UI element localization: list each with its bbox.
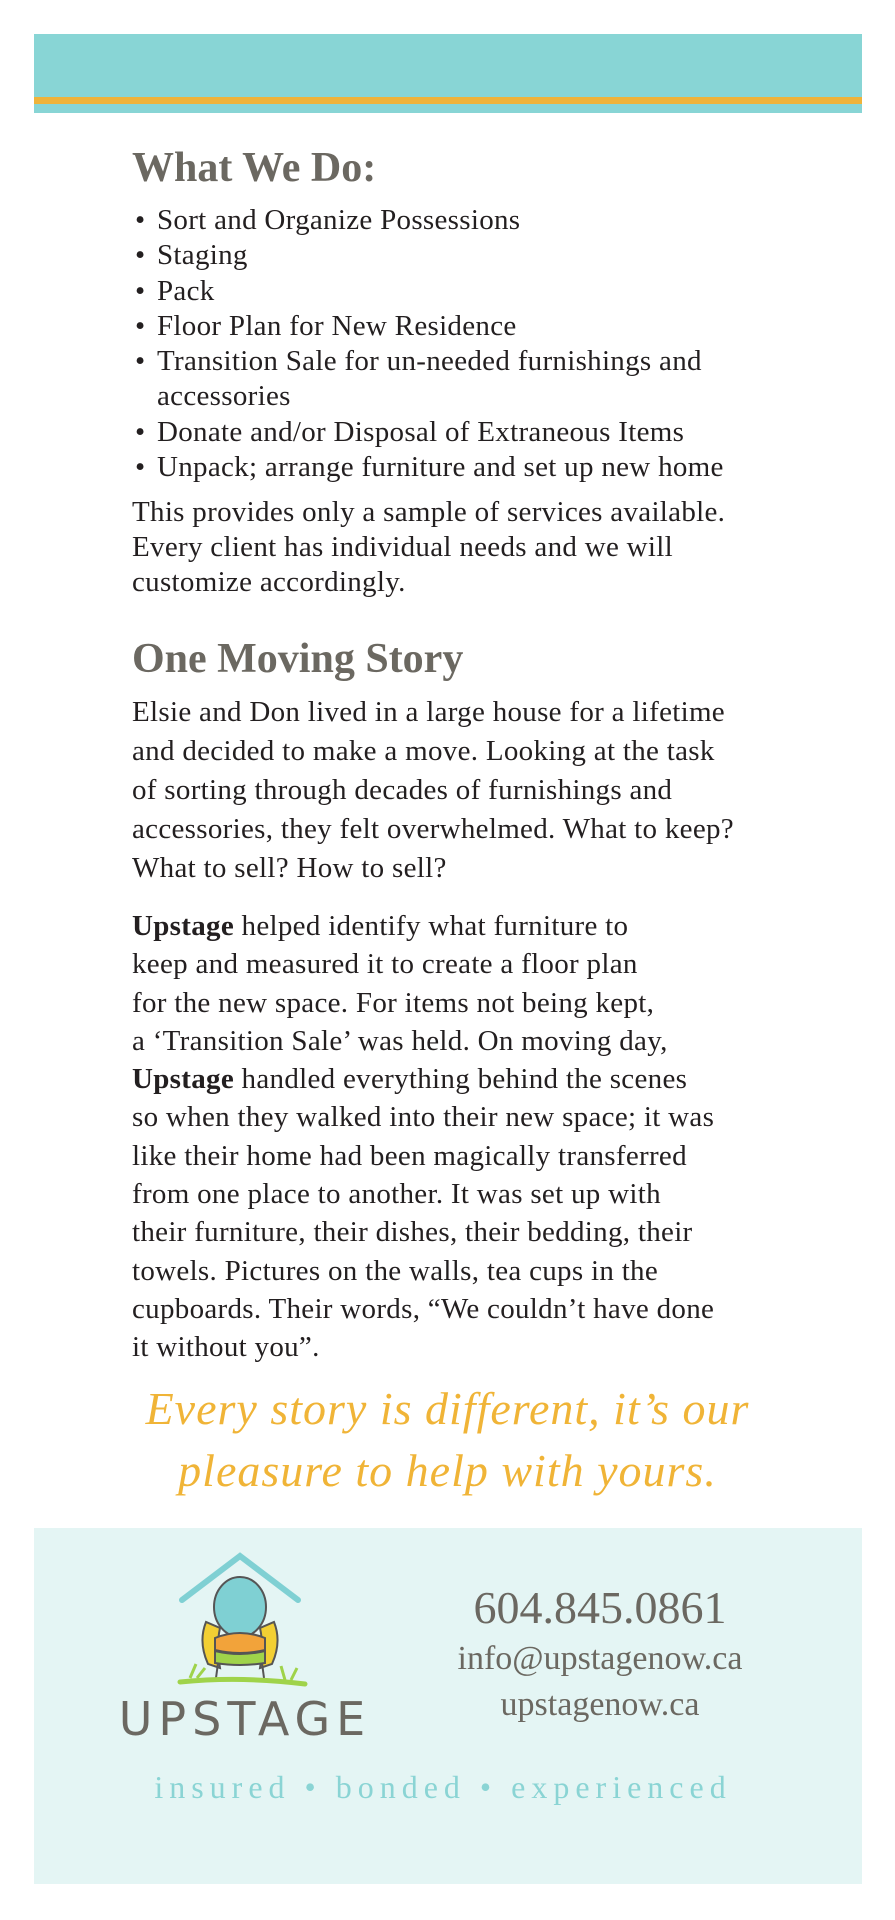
text-line: towels. Pictures on the walls, tea cups in the xyxy=(132,1254,659,1287)
story-heading: One Moving Story xyxy=(132,636,464,682)
text-line: it without you”. xyxy=(132,1331,320,1364)
header-accent-line xyxy=(34,97,862,104)
text-line: keep and measured it to create a floor plan xyxy=(132,948,638,981)
text-line: from one place to another. It was set up with xyxy=(132,1178,661,1211)
text-line: Elsie and Don lived in a large house for a lifetime xyxy=(132,696,725,728)
bullet-icon: • xyxy=(135,274,146,307)
text-line: This provides only a sample of services available. xyxy=(132,496,726,528)
script-slogan xyxy=(60,1378,835,1502)
text-line: and decided to make a move. Looking at the task xyxy=(132,735,715,767)
text-line: Upstage handled everything behind the scenes xyxy=(132,1063,688,1096)
list-item: • Staging xyxy=(135,238,724,273)
list-item: • Floor Plan for New Residence xyxy=(135,309,724,344)
text-line: Upstage helped identify what furniture to xyxy=(132,910,629,942)
bullet-icon: • xyxy=(135,415,146,448)
logo-wordmark: UPSTAGE xyxy=(118,1692,372,1745)
bullet-icon: • xyxy=(135,345,146,378)
list-item-continuation: accessories xyxy=(157,380,291,413)
bullet-icon: • xyxy=(135,451,146,484)
slogan-line: pleasure to help with yours. xyxy=(178,1445,717,1496)
what-we-do-heading: What We Do: xyxy=(132,145,377,191)
text-line: customize accordingly. xyxy=(132,566,406,598)
story-paragraph-2 xyxy=(132,907,714,1367)
services-note xyxy=(132,495,725,600)
text-line: like their home had been magically transferred xyxy=(132,1139,687,1172)
text-line: for the new space. For items not being kept, xyxy=(132,986,655,1019)
list-item: • Donate and/or Disposal of Extraneous Items xyxy=(135,415,724,450)
text-line: of sorting through decades of furnishings and xyxy=(132,774,673,806)
text-line: their furniture, their dishes, their bedding, their xyxy=(132,1216,693,1249)
email-link[interactable]: info@upstagenow.ca xyxy=(457,1640,743,1677)
slogan-line: Every story is different, it’s our xyxy=(145,1383,750,1434)
text-line: cupboards. Their words, “We couldn’t have done xyxy=(132,1292,715,1325)
website-link[interactable]: upstagenow.ca xyxy=(500,1686,700,1723)
upstage-logo xyxy=(105,1550,385,1745)
grass-icon xyxy=(180,1679,305,1684)
bullet-icon: • xyxy=(135,309,146,342)
services-list xyxy=(135,203,724,485)
tagline: insured • bonded • experienced xyxy=(154,1769,732,1805)
brand-name: Upstage xyxy=(132,1063,234,1096)
list-item: • Sort and Organize Possessions xyxy=(135,203,724,238)
list-item: • Pack xyxy=(135,274,724,309)
bullet-icon: • xyxy=(135,204,146,236)
list-item: • Transition Sale for un-needed furnishings and xyxy=(135,344,724,379)
list-item: • Unpack; arrange furniture and set up new home xyxy=(135,450,724,485)
text-line: so when they walked into their new space; it was xyxy=(132,1101,715,1134)
story-paragraph-1 xyxy=(132,693,734,888)
text-line: accessories, they felt overwhelmed. What to keep? xyxy=(132,813,734,845)
phone-number[interactable]: 604.845.0861 xyxy=(473,1582,727,1633)
armchair-icon xyxy=(202,1577,277,1678)
brand-name: Upstage xyxy=(132,910,234,942)
text-line: Every client has individual needs and we will xyxy=(132,531,673,563)
bullet-icon: • xyxy=(135,239,146,272)
text-line: What to sell? How to sell? xyxy=(132,852,447,884)
text-line: a ‘Transition Sale’ was held. On moving day, xyxy=(132,1024,668,1057)
